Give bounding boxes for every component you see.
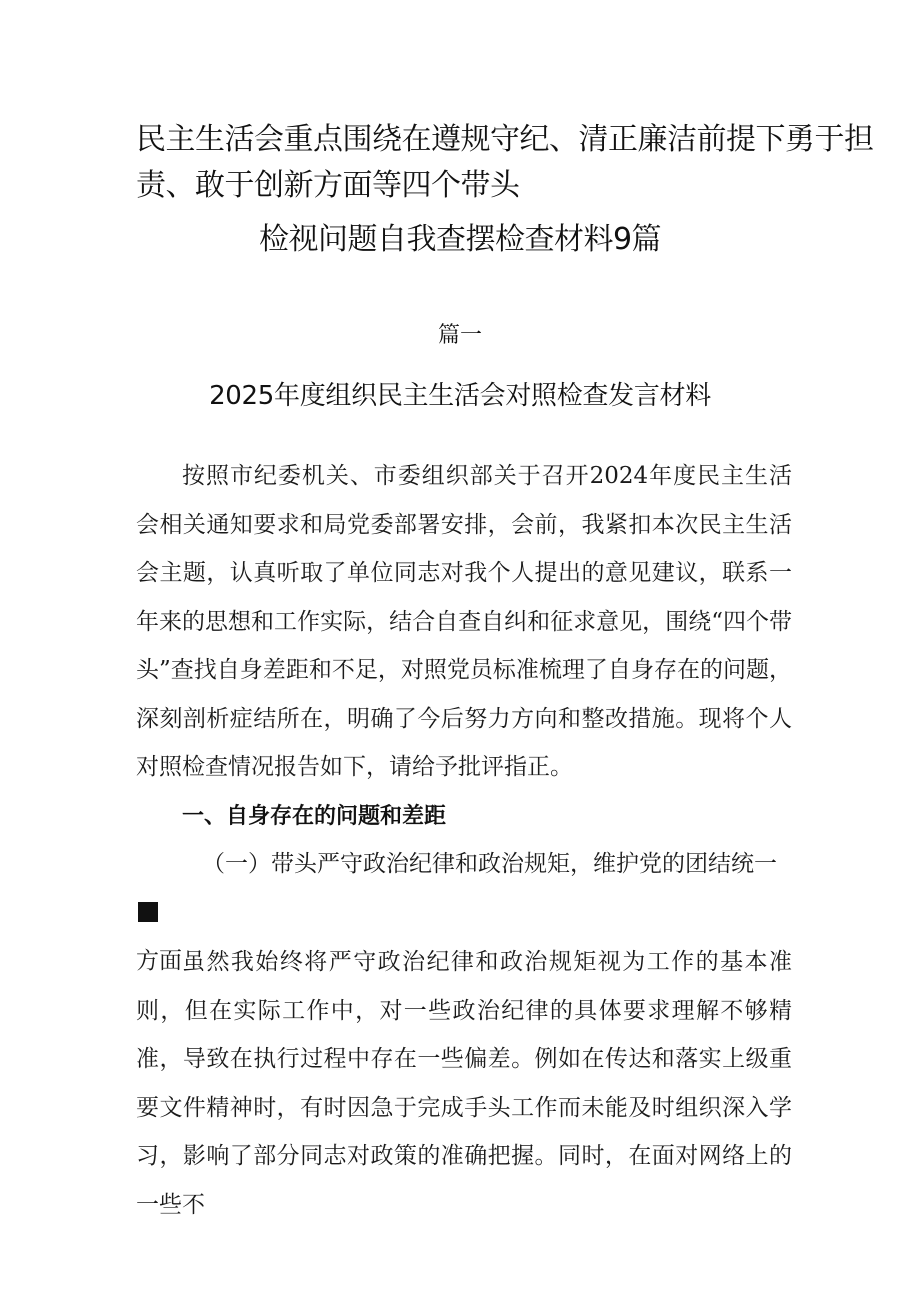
body-paragraph: 虽然我始终将严守政治纪律和政治规矩视为工作的基本准则，但在实际工作中，对一些政治纪律的具体要求理解不够精准，导致在执行过程中存在一些偏差。例如在传达和落实上级重要文件精神时，有时因急于完成手头工作而未能及时组织深入学习，影响了部分同志对政策的准确把握。同时，在面对网络上的一些不 xyxy=(136,949,792,1218)
heading-level-2-text: （一）带头严守政治纪律和政治规矩，维护党的团结统一 xyxy=(202,851,777,877)
document-title-line-2: 责、敢于创新方面等四个带头 xyxy=(136,168,520,203)
document-title-line-1: 民主生活会重点围绕在遵规守纪、清正廉洁前提下勇于担 xyxy=(136,122,874,157)
section-subtitle: 2025年度组织民主生活会对照检查发言材料 xyxy=(209,381,711,411)
heading-level-1: 一、自身存在的问题和差距 xyxy=(182,803,447,829)
heading-level-2-tail: 方面 xyxy=(136,948,182,974)
black-square-marker-icon xyxy=(138,902,158,922)
intro-paragraph: 按照市纪委机关、市委组织部关于召开2024年度民主生活会相关通知要求和局党委部署安排，会前，我紧扣本次民主生活会主题，认真听取了单位同志对我个人提出的意见建议，联系一年来的思想和工作实际，结合自查自纠和征求意见，围绕“四个带头”查找自身差距和不足，对照党员标准梳理了自身存在的问题，深刻剖析症结所在，明确了今后努力方向和整改措施。现将个人对照检查情况报告如下，请给予批评指正。 xyxy=(136,463,792,780)
document-title-line-3: 检视问题自我查摆检查材料9篇 xyxy=(258,222,662,257)
section-label: 篇一 xyxy=(437,323,482,348)
